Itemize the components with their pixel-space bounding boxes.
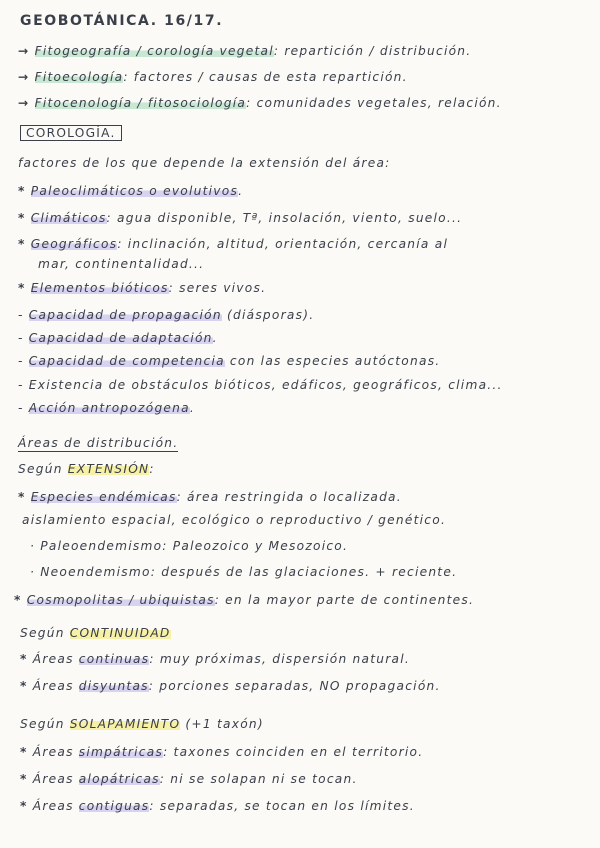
factor-term: Elementos bióticos: [30, 281, 169, 295]
area-term: continuas: [78, 652, 150, 666]
area-item: * Especies endémicas: área restringida o localizada.: [18, 490, 402, 504]
area-item: * Áreas simpátricas: taxones coinciden en el territorio.: [20, 745, 424, 759]
area-item: * Áreas contiguas: separadas, se tocan en los límites.: [20, 799, 415, 813]
biotic-item: - Acción antropozógena.: [18, 401, 195, 415]
area-term: Cosmopolitas / ubiquistas: [26, 593, 215, 607]
sub-item: · Paleoendemismo: Paleozoico y Mesozoico.: [30, 539, 349, 553]
biotic-term: Capacidad de propagación: [28, 308, 222, 322]
subsection-heading: Según EXTENSIÓN:: [18, 462, 155, 476]
area-continuation: aislamiento espacial, ecológico o reproductivo / genético.: [22, 513, 447, 527]
definition-term: Fitogeografía / corología vegetal: [34, 44, 274, 58]
page-title: GEOBOTÁNICA. 16/17.: [20, 13, 224, 29]
subsection-key: SOLAPAMIENTO: [69, 717, 181, 731]
factor-term: Geográficos: [30, 237, 118, 251]
factor-term: Climáticos: [30, 211, 107, 225]
definition-line: → Fitogeografía / corología vegetal: repartición / distribución.: [18, 44, 472, 58]
area-term: disyuntas: [78, 679, 149, 693]
biotic-term: Acción antropozógena: [28, 401, 190, 415]
subsection-heading: Según CONTINUIDAD: [20, 626, 171, 640]
section-heading: Áreas de distribución.: [18, 436, 179, 450]
section-heading: COROLOGÍA.: [20, 124, 122, 142]
factor-continuation: mar, continentalidad...: [38, 257, 205, 271]
biotic-item: - Capacidad de adaptación.: [18, 331, 218, 345]
area-item: * Áreas alopátricas: ni se solapan ni se tocan.: [20, 772, 358, 786]
definition-term: Fitoecología: [34, 70, 124, 84]
definition-line: → Fitoecología: factores / causas de esta repartición.: [18, 70, 408, 84]
factor-item: * Geográficos: inclinación, altitud, orientación, cercanía al: [18, 237, 449, 251]
area-term: simpátricas: [78, 745, 164, 759]
subsection-key: CONTINUIDAD: [69, 626, 171, 640]
definition-term: Fitocenología / fitosociología: [34, 96, 247, 110]
area-item: * Áreas disyuntas: porciones separadas, NO propagación.: [20, 679, 441, 693]
factor-term: Paleoclimáticos o evolutivos: [30, 184, 239, 198]
definition-line: → Fitocenología / fitosociología: comunidades vegetales, relación.: [18, 96, 502, 110]
subsection-heading: Según SOLAPAMIENTO (+1 taxón): [20, 717, 264, 731]
area-item: * Cosmopolitas / ubiquistas: en la mayor parte de continentes.: [14, 593, 475, 607]
factor-item: * Climáticos: agua disponible, Tª, insolación, viento, suelo...: [18, 211, 463, 225]
area-term: contiguas: [78, 799, 150, 813]
sub-item: · Neoendemismo: después de las glaciaciones. + reciente.: [30, 565, 458, 579]
intro-line: factores de los que depende la extensión del área:: [18, 156, 391, 170]
biotic-term: Capacidad de adaptación: [28, 331, 213, 345]
factor-item: * Paleoclimáticos o evolutivos.: [18, 184, 244, 198]
biotic-item: - Capacidad de competencia con las especies autóctonas.: [18, 354, 441, 368]
area-term: alopátricas: [78, 772, 160, 786]
subsection-key: EXTENSIÓN: [67, 462, 150, 476]
factor-item: * Elementos bióticos: seres vivos.: [18, 281, 267, 295]
biotic-item: - Capacidad de propagación (diásporas).: [18, 308, 315, 322]
biotic-item: - Existencia de obstáculos bióticos, edáficos, geográficos, clima...: [18, 378, 503, 392]
area-item: * Áreas continuas: muy próximas, dispersión natural.: [20, 652, 410, 666]
biotic-term: Capacidad de competencia: [28, 354, 225, 368]
area-term: Especies endémicas: [30, 490, 177, 504]
